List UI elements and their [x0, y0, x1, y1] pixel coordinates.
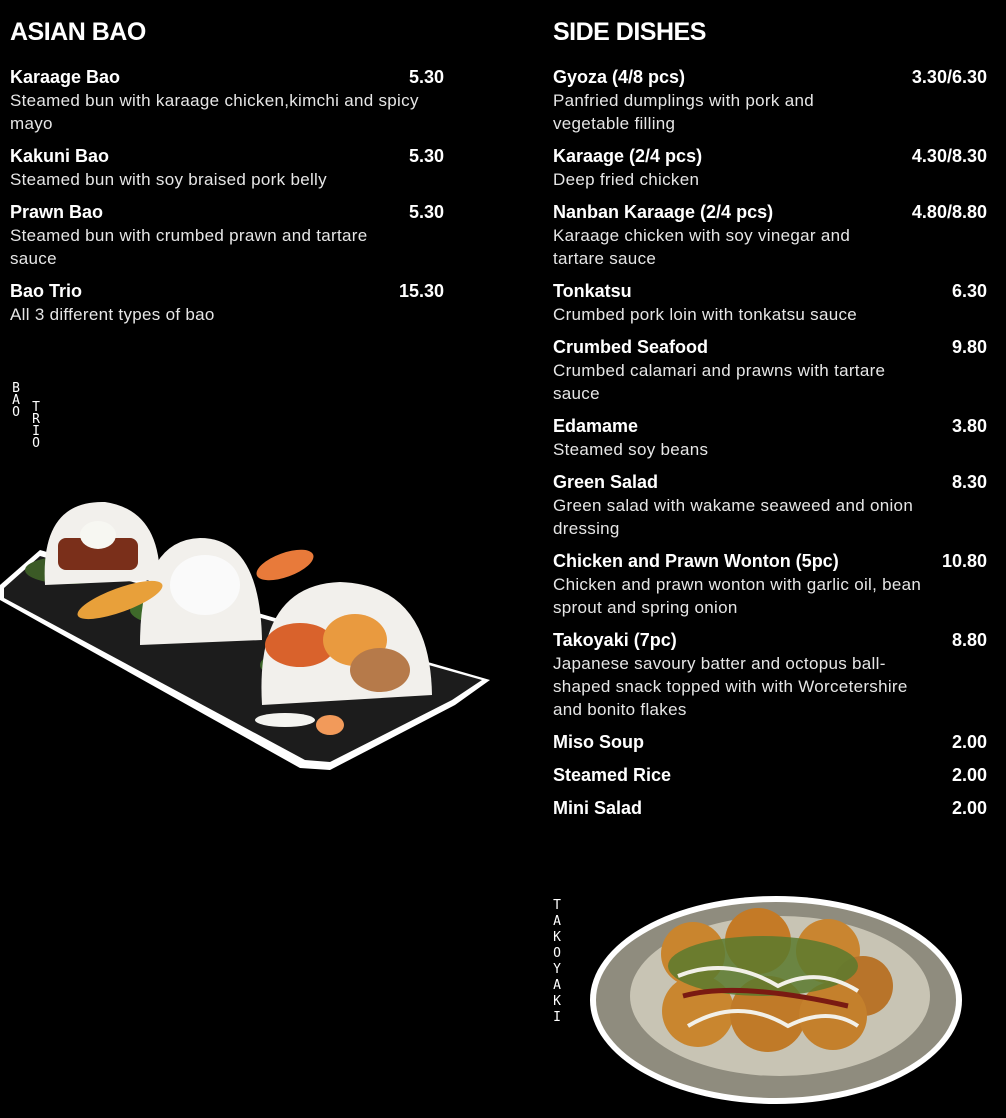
label-letter: O — [12, 405, 20, 420]
label-letter: I — [553, 1010, 561, 1025]
item-name: Tonkatsu — [553, 281, 632, 301]
side-dishes-list — [553, 66, 987, 830]
item-price: 2.00 — [951, 732, 987, 752]
bao-photo-label — [10, 383, 22, 419]
item-price: 5.30 — [408, 67, 444, 87]
asian-bao-list — [10, 66, 444, 336]
item-price: 3.30/6.30 — [911, 67, 987, 87]
item-price: 2.00 — [951, 765, 987, 785]
item-description: Crumbed calamari and prawns with tartare sauce — [553, 361, 886, 403]
menu-item — [553, 145, 987, 191]
label-letter: A — [553, 978, 561, 993]
menu-item — [553, 550, 987, 619]
item-description: Steamed soy beans — [553, 440, 709, 459]
item-name: Takoyaki (7pc) — [553, 630, 677, 650]
item-price: 9.80 — [951, 337, 987, 357]
item-name: Bao Trio — [10, 281, 83, 301]
label-letter: T — [553, 898, 561, 913]
item-name: Prawn Bao — [10, 202, 104, 222]
menu-item — [553, 764, 987, 787]
menu-item — [10, 201, 444, 270]
item-price: 8.30 — [951, 472, 987, 492]
item-name: Edamame — [553, 416, 639, 436]
label-letter: R — [32, 412, 40, 427]
item-name: Gyoza (4/8 pcs) — [553, 67, 686, 87]
item-name: Steamed Rice — [553, 765, 672, 785]
label-letter: B — [12, 381, 20, 396]
menu-item — [553, 629, 987, 721]
asian-bao-heading: ASIAN BAO — [10, 18, 146, 46]
item-description: Steamed bun with crumbed prawn and tartare sauce — [10, 226, 368, 268]
menu-item — [553, 66, 987, 135]
label-letter: K — [553, 994, 561, 1009]
item-name: Green Salad — [553, 472, 659, 492]
item-price: 15.30 — [398, 281, 444, 301]
item-price: 6.30 — [951, 281, 987, 301]
item-price: 5.30 — [408, 202, 444, 222]
menu-item — [553, 336, 987, 405]
label-letter: T — [32, 400, 40, 415]
item-description: Steamed bun with karaage chicken,kimchi and spicy mayo — [10, 91, 419, 133]
item-description: Green salad with wakame seaweed and onion dressing — [553, 496, 914, 538]
trio-photo-label — [30, 402, 42, 450]
item-name: Nanban Karaage (2/4 pcs) — [553, 202, 774, 222]
menu-item — [553, 797, 987, 820]
item-price: 2.00 — [951, 798, 987, 818]
item-description: Karaage chicken with soy vinegar and tartare sauce — [553, 226, 851, 268]
label-letter: I — [32, 424, 40, 439]
item-description: Crumbed pork loin with tonkatsu sauce — [553, 305, 858, 324]
item-name: Karaage (2/4 pcs) — [553, 146, 703, 166]
item-price: 5.30 — [408, 146, 444, 166]
item-name: Miso Soup — [553, 732, 644, 752]
menu-item — [553, 471, 987, 540]
label-letter: A — [553, 914, 561, 929]
bao-trio-photo — [0, 490, 500, 780]
item-name: Crumbed Seafood — [553, 337, 709, 357]
item-price: 3.80 — [951, 416, 987, 436]
menu-item — [553, 731, 987, 754]
label-letter: A — [12, 393, 20, 408]
menu-item — [10, 280, 444, 326]
item-name: Kakuni Bao — [10, 146, 110, 166]
item-description: Chicken and prawn wonton with garlic oil, bean sprout and spring onion — [553, 575, 922, 617]
item-price: 4.80/8.80 — [911, 202, 987, 222]
item-name: Chicken and Prawn Wonton (5pc) — [553, 551, 839, 571]
item-name: Karaage Bao — [10, 67, 121, 87]
menu-item — [553, 280, 987, 326]
menu-item — [10, 66, 444, 135]
item-description: Japanese savoury batter and octopus ball-shaped snack topped with with Worcetershire and bonito flakes — [553, 654, 908, 719]
menu-item — [553, 201, 987, 270]
item-description: Panfried dumplings with pork and vegetable filling — [553, 91, 814, 133]
menu-item — [10, 145, 444, 191]
item-description: Steamed bun with soy braised pork belly — [10, 170, 327, 189]
item-name: Mini Salad — [553, 798, 643, 818]
menu-item — [553, 415, 987, 461]
label-letter: K — [553, 930, 561, 945]
item-price: 10.80 — [941, 551, 987, 571]
takoyaki-photo — [588, 896, 968, 1108]
item-description: All 3 different types of bao — [10, 305, 215, 324]
label-letter: Y — [553, 962, 561, 977]
item-price: 4.30/8.30 — [911, 146, 987, 166]
item-price: 8.80 — [951, 630, 987, 650]
takoyaki-photo-label — [551, 898, 563, 1026]
side-dishes-heading: SIDE DISHES — [553, 18, 706, 46]
label-letter: O — [32, 436, 40, 451]
item-description: Deep fried chicken — [553, 170, 700, 189]
label-letter: O — [553, 946, 561, 961]
